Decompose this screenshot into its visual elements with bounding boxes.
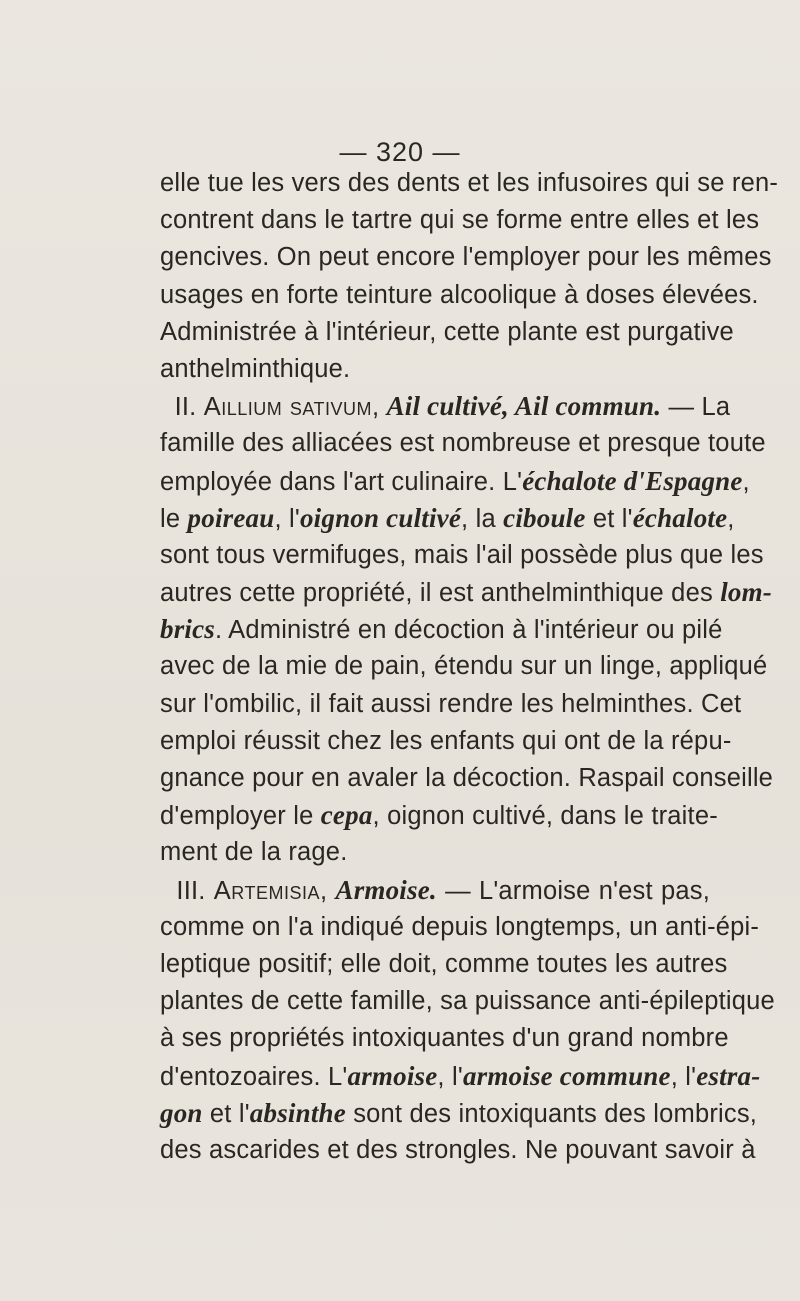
- page-number: — 320 —: [339, 137, 461, 167]
- text-fragment: le: [160, 504, 188, 533]
- italic-term: armoise commune: [462, 1060, 671, 1091]
- italic-term: échalote d'Espagne: [522, 465, 743, 496]
- text-line: anthelminthique.: [160, 354, 351, 383]
- italic-term: armoise: [347, 1060, 438, 1091]
- text-line: [160, 574, 772, 611]
- text-line: sur l'ombilic, il fait aussi rendre les helminthes. Cet: [160, 689, 742, 718]
- text-line: ment de la rage.: [160, 838, 348, 867]
- text-fragment: , la: [461, 504, 504, 533]
- text-line: le poireau, l'oignon cultivé, la ciboule et l'échalote,: [160, 502, 735, 533]
- text-line: gnance pour en avaler la décoction. Raspail conseille: [160, 764, 774, 792]
- text-line: employée dans l'art culinaire. L'échalote d'Espagne,: [160, 465, 750, 496]
- italic-term: ciboule: [503, 502, 586, 533]
- latin-name: Aillium sativum: [203, 393, 373, 422]
- text-line: [160, 611, 723, 648]
- text-line: gencives. On peut encore l'employer pour les mêmes: [160, 243, 772, 272]
- text-fragment: — La: [661, 393, 731, 422]
- text-line: emploi réussit chez les enfants qui ont de la répu-: [160, 726, 732, 755]
- common-name: Ail cultivé, Ail commun.: [386, 391, 662, 422]
- text-line: famille des alliacées est nombreuse et presque toute: [160, 429, 766, 458]
- italic-term: oignon cultivé: [299, 502, 462, 533]
- latin-name: Artemisia: [213, 876, 320, 905]
- italic-term: cepa: [320, 800, 373, 831]
- text-fragment: d'employer le: [160, 802, 321, 831]
- italic-term: poireau: [187, 502, 275, 533]
- italic-term: gon: [160, 1097, 203, 1128]
- italic-term: brics: [160, 614, 215, 645]
- text-fragment: et l': [202, 1099, 250, 1128]
- common-name: Armoise.: [335, 874, 437, 905]
- text-fragment: , oignon cultivé, dans le traite-: [372, 802, 718, 831]
- text-line: usages en forte teinture alcoolique à doses élevées.: [160, 280, 759, 309]
- text-fragment: , l': [274, 504, 300, 533]
- text-line: leptique positif; elle doit, comme toutes les autres: [160, 949, 728, 978]
- text-fragment: et l': [585, 504, 633, 533]
- text-line: [160, 1058, 761, 1095]
- text-line: Administrée à l'intérieur, cette plante est purgative: [160, 317, 734, 346]
- text-line: contrent dans le tartre qui se forme entre elles et les: [160, 206, 760, 235]
- text-line: à ses propriétés intoxiquantes d'un grand nombre: [160, 1024, 729, 1053]
- italic-term: lom-: [720, 577, 772, 608]
- text-line: sont tous vermifuges, mais l'ail possède plus que les: [160, 540, 764, 569]
- text-line: elle tue les vers des dents et les infusoires qui se ren-: [160, 169, 779, 197]
- text-fragment: — L'armoise n'est pas,: [436, 876, 710, 905]
- section-heading-ii: II. Aillium sativum, Ail cultivé, Ail commun. — La: [174, 391, 731, 422]
- text-fragment: sont des intoxiquants des lombrics,: [345, 1099, 758, 1128]
- section-heading-iii: III. Artemisia, Armoise. — L'armoise n'est pas,: [176, 874, 710, 905]
- text-line: des ascarides et des strongles. Ne pouvant savoir à: [160, 1135, 756, 1164]
- text-fragment: , l': [670, 1062, 697, 1091]
- text-fragment: employée dans l'art culinaire. L': [160, 467, 523, 496]
- text-fragment: d'entozoaires. L': [160, 1062, 348, 1091]
- section-number: II.: [174, 393, 197, 422]
- text-line: comme on l'a indiqué depuis longtemps, un anti-épi-: [160, 912, 760, 941]
- body-text: [160, 165, 779, 1169]
- italic-term: échalote: [632, 502, 728, 533]
- text-line: [160, 797, 718, 834]
- text-line: avec de la mie de pain, étendu sur un linge, appliqué: [160, 652, 768, 681]
- italic-term: estra-: [696, 1060, 761, 1091]
- text-line: plantes de cette famille, sa puissance anti-épileptique: [160, 987, 775, 1016]
- text-fragment: . Administré en décoction à l'intérieur ou pilé: [215, 616, 723, 645]
- section-number: III.: [176, 876, 206, 905]
- text-fragment: autres cette propriété, il est anthelminthique des: [160, 579, 721, 608]
- text-fragment: , l': [437, 1062, 463, 1091]
- text-line: [160, 1095, 758, 1132]
- italic-term: absinthe: [249, 1097, 346, 1128]
